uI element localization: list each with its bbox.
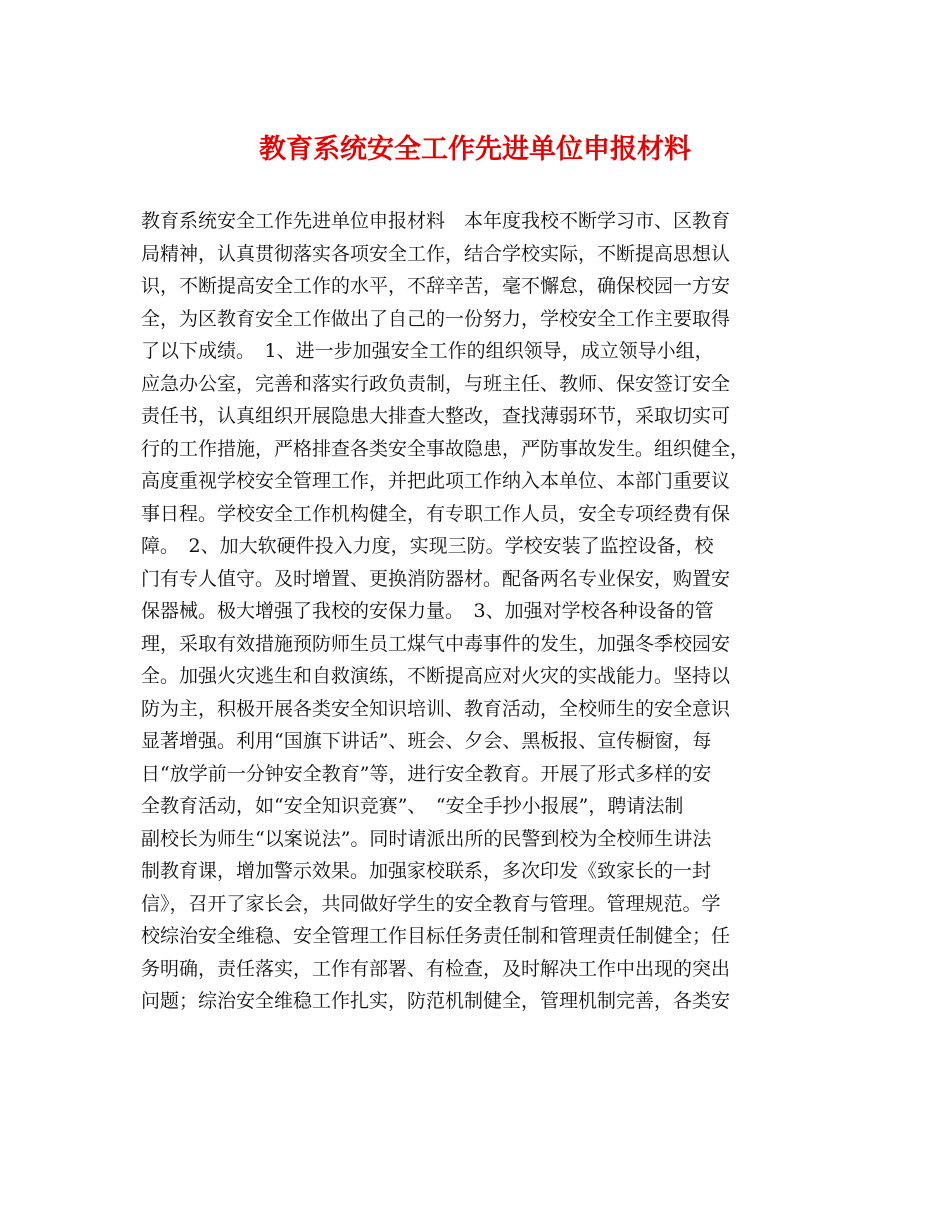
body-line: 显著增强。利用“国旗下讲话”、班会、夕会、黑板报、宣传橱窗，每 <box>141 730 712 752</box>
body-line: 全，为区教育安全工作做出了自己的一份努力，学校安全工作主要取得 <box>141 307 731 330</box>
body-line: 校综治安全维稳、安全管理工作目标任务责任制和管理责任制健全；任 <box>141 925 731 947</box>
body-line: 务明确，责任落实，工作有部署、有检查，及时解决工作中出现的突出 <box>141 957 731 980</box>
body-line: 责任书，认真组织开展隐患大排查大整改，查找薄弱环节，采取切实可 <box>141 405 731 427</box>
body-line: 理，采取有效措施预防师生员工煤气中毒事件的发生，加强冬季校园安 <box>141 632 731 655</box>
body-line: 事日程。学校安全工作机构健全，有专职工作人员，安全专项经费有保 <box>141 502 731 525</box>
body-line: 行的工作措施，严格排查各类安全事故隐患，严防事故发生。组织健全， <box>141 437 750 460</box>
body-line: 日“放学前一分钟安全教育”等，进行安全教育。开展了形式多样的安 <box>141 762 712 785</box>
body-line: 保器械。极大增强了我校的安保力量。 3、加强对学校各种设备的管 <box>141 600 714 622</box>
document-title: 教育系统安全工作先进单位申报材料 <box>259 134 691 165</box>
body-line: 问题；综治安全维稳工作扎实，防范机制健全，管理机制完善，各类安 <box>141 990 731 1012</box>
body-line: 门有专人值守。及时增置、更换消防器材。配备两名专业保安，购置安 <box>141 567 731 590</box>
body-line: 应急办公室，完善和落实行政负责制，与班主任、教师、保安签订安全 <box>141 372 731 395</box>
body-line: 副校长为师生“以案说法”。同时请派出所的民警到校为全校师生讲法 <box>141 827 712 850</box>
body-line: 教育系统安全工作先进单位申报材料 本年度我校不断学习市、区教育 <box>141 210 731 232</box>
body-line: 制教育课，增加警示效果。加强家校联系，多次印发《致家长的一封 <box>141 860 712 882</box>
body-line: 高度重视学校安全管理工作，并把此项工作纳入本单位、本部门重要议 <box>141 470 731 492</box>
body-line: 全。加强火灾逃生和自救演练，不断提高应对火灾的实战能力。坚持以 <box>141 665 731 687</box>
body-line: 防为主，积极开展各类安全知识培训、教育活动，全校师生的安全意识 <box>141 697 731 720</box>
document-body <box>141 205 821 1018</box>
body-line: 全教育活动，如“安全知识竞赛”、 “安全手抄小报展”，聘请法制 <box>141 795 684 817</box>
body-line: 识，不断提高安全工作的水平，不辞辛苦，毫不懈怠，确保校园一方安 <box>141 275 731 297</box>
body-line: 局精神，认真贯彻落实各项安全工作，结合学校实际，不断提高思想认 <box>141 242 731 265</box>
body-line: 信》，召开了家长会，共同做好学生的安全教育与管理。管理规范。学 <box>141 892 721 915</box>
body-line: 了以下成绩。 1、进一步加强安全工作的组织领导，成立领导小组， <box>141 340 714 362</box>
body-line: 障。 2、加大软硬件投入力度，实现三防。学校安装了监控设备，校 <box>141 535 714 557</box>
